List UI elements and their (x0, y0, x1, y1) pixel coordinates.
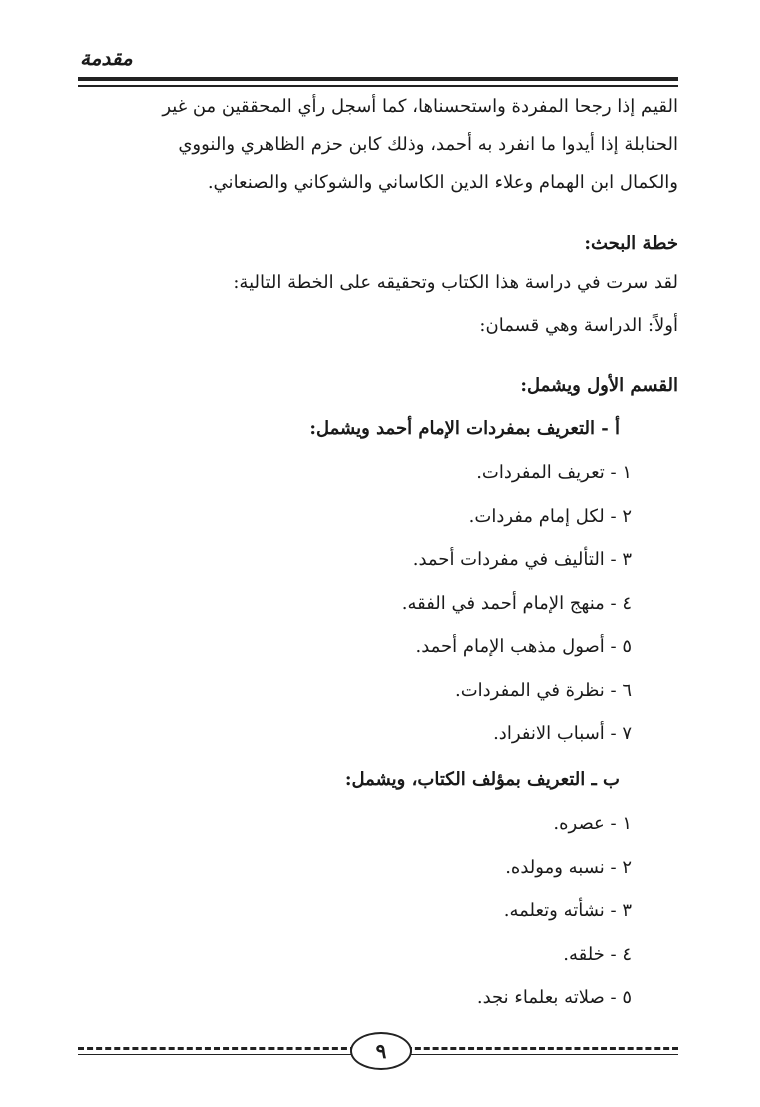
intro-line-3: والكمال ابن الهمام وعلاء الدين الكاساني والشوكاني والصنعاني. (207, 172, 678, 193)
footer-solid-rule-right (406, 1054, 678, 1055)
section1-heading: القسم الأول ويشمل: (520, 375, 678, 396)
first-label: أولاً: الدراسة وهي قسمان: (479, 315, 678, 336)
part-b-item: ٥ - صلاته بعلماء نجد. (476, 987, 632, 1008)
part-a-item: ٦ - نظرة في المفردات. (455, 680, 632, 701)
header-rule-thick (78, 77, 678, 81)
part-a-item: ١ - تعريف المفردات. (476, 462, 632, 483)
page-number: ٩ (350, 1032, 412, 1070)
footer-solid-rule-left (78, 1054, 356, 1055)
part-b-item: ٤ - خلقه. (563, 944, 632, 965)
header-rule-thin (78, 85, 678, 87)
footer-dashed-rule-left (78, 1047, 356, 1050)
part-a-item: ٢ - لكل إمام مفردات. (468, 506, 632, 527)
part-b-heading: ب ـ التعريف بمؤلف الكتاب، ويشمل: (344, 769, 620, 790)
part-a-item: ٣ - التأليف في مفردات أحمد. (412, 549, 632, 570)
intro-line-2: الحنابلة إذا أيدوا ما انفرد به أحمد، وذلك كابن حزم الظاهري والنووي (178, 134, 678, 155)
plan-heading: خطة البحث: (584, 233, 678, 254)
part-a-item: ٤ - منهج الإمام أحمد في الفقه. (401, 593, 632, 614)
part-b-item: ٢ - نسبه ومولده. (505, 857, 632, 878)
running-head: مقدمة (80, 46, 133, 70)
part-b-item: ١ - عصره. (553, 813, 632, 834)
part-a-heading: أ - التعريف بمفردات الإمام أحمد ويشمل: (309, 418, 620, 439)
plan-intro: لقد سرت في دراسة هذا الكتاب وتحقيقه على الخطة التالية: (233, 272, 678, 293)
part-a-item: ٥ - أصول مذهب الإمام أحمد. (415, 636, 632, 657)
footer-dashed-rule-right (406, 1047, 678, 1050)
part-a-item: ٧ - أسباب الانفراد. (493, 723, 632, 744)
intro-line-1: القيم إذا رجحا المفردة واستحسناها، كما أسجل رأي المحققين من غير (162, 96, 678, 117)
part-b-item: ٣ - نشأته وتعلمه. (503, 900, 632, 921)
